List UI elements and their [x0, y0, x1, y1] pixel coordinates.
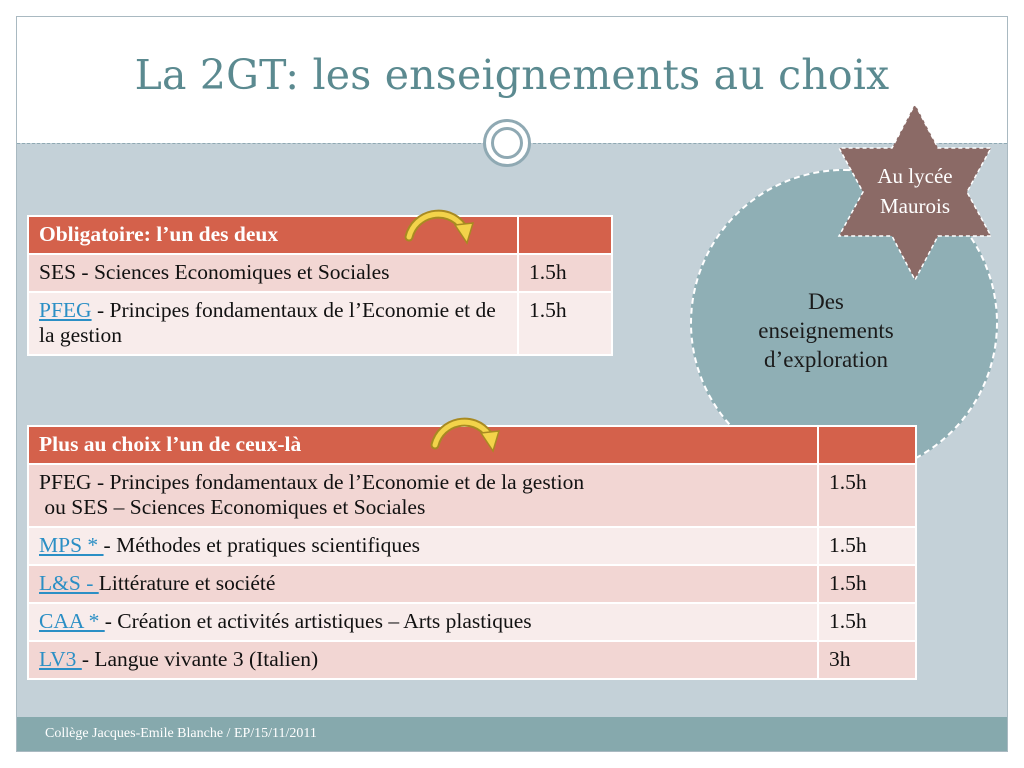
hours-cell: 1.5h [518, 254, 612, 292]
table-row [28, 527, 916, 565]
optional-table [27, 425, 917, 680]
pfeg-link[interactable]: PFEG [39, 298, 92, 322]
table-header-hours-cell [518, 216, 612, 254]
course-cell [28, 254, 518, 292]
course-cell [28, 292, 518, 355]
badge-label [825, 161, 1005, 221]
exploration-label-line-2: enseignements [758, 318, 894, 343]
table-row [28, 254, 612, 292]
badge-line-2: Maurois [880, 194, 950, 218]
course-text-line-2: ou SES – Sciences Economiques et Sociales [39, 495, 426, 519]
table-row [28, 464, 916, 527]
hours-cell: 3h [818, 641, 916, 679]
course-cell [28, 527, 818, 565]
hours-cell: 1.5h [818, 565, 916, 603]
table-header-cell: Plus au choix l’un de ceux-là [28, 426, 818, 464]
course-text: - Langue vivante 3 (Italien) [81, 647, 319, 671]
course-text: SES - Sciences Economiques et Sociales [39, 260, 390, 284]
course-text: - Méthodes et pratiques scientifiques [103, 533, 420, 557]
course-cell [28, 464, 818, 527]
hours-cell: 1.5h [818, 464, 916, 527]
course-text: - Principes fondamentaux de l’Economie et de la gestion [39, 298, 496, 347]
table-row [28, 641, 916, 679]
curved-arrow-icon [427, 415, 507, 459]
exploration-circle-label [699, 287, 953, 374]
course-cell [28, 603, 818, 641]
slide-title: La 2GT: les enseignements au choix [134, 51, 890, 99]
table-header-row [28, 216, 612, 254]
lv3-link[interactable]: LV3 [39, 647, 82, 671]
caa-link[interactable]: CAA * [39, 609, 105, 633]
exploration-label-line-3: d’exploration [764, 347, 888, 372]
course-cell [28, 641, 818, 679]
hours-cell: 1.5h [818, 603, 916, 641]
table-row [28, 565, 916, 603]
title-ring-ornament [483, 119, 531, 167]
table-row [28, 292, 612, 355]
course-cell [28, 565, 818, 603]
slide [16, 16, 1008, 752]
mandatory-table [27, 215, 613, 356]
footer-text: Collège Jacques-Emile Blanche / EP/15/11/2011 [45, 726, 317, 741]
table-row [28, 603, 916, 641]
badge-line-1: Au lycée [877, 164, 953, 188]
course-text: - Création et activités artistiques – Arts plastiques [104, 609, 532, 633]
exploration-label-line-1: Des [808, 289, 844, 314]
course-text: PFEG - Principes fondamentaux de l’Economie et de la gestion [39, 470, 585, 494]
table-header-hours-cell [818, 426, 916, 464]
mps-link[interactable]: MPS * [39, 533, 104, 557]
course-text: Littérature et société [98, 571, 276, 595]
ls-link[interactable]: L&S - [39, 571, 99, 595]
table-header-cell: Obligatoire: l’un des deux [28, 216, 518, 254]
curved-arrow-icon [401, 207, 481, 251]
hours-cell: 1.5h [818, 527, 916, 565]
hours-cell: 1.5h [518, 292, 612, 355]
